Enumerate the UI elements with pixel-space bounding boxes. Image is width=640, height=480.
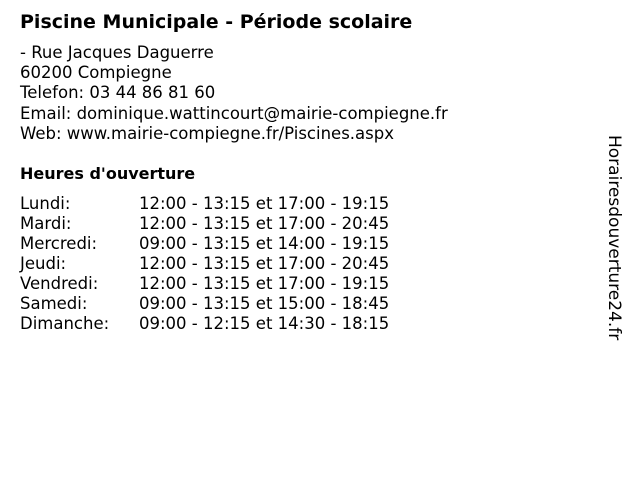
phone-number: Telefon: 03 44 86 81 60 — [20, 83, 216, 103]
page-title: Piscine Municipale - Période scolaire — [20, 11, 413, 33]
contact-block — [20, 43, 448, 144]
time-range: 12:00 - 13:15 et 17:00 - 20:45 — [139, 254, 390, 273]
time-range: 09:00 - 12:15 et 14:30 - 18:15 — [139, 314, 390, 333]
day-label: Samedi: — [20, 294, 88, 313]
time-range: 12:00 - 13:15 et 17:00 - 20:45 — [139, 214, 390, 233]
day-label: Lundi: — [20, 194, 71, 213]
day-label: Mercredi: — [20, 234, 98, 253]
site-watermark: Horairesdouverture24.fr — [604, 135, 624, 341]
hours-heading: Heures d'ouverture — [20, 164, 196, 183]
day-label: Mardi: — [20, 214, 72, 233]
time-range: 12:00 - 13:15 et 17:00 - 19:15 — [139, 194, 390, 213]
email-address: Email: dominique.wattincourt@mairie-compiegne.fr — [20, 103, 448, 123]
day-label: Jeudi: — [20, 254, 67, 273]
time-range: 12:00 - 13:15 et 17:00 - 19:15 — [139, 274, 390, 293]
day-label: Dimanche: — [20, 314, 110, 333]
time-range: 09:00 - 13:15 et 14:00 - 19:15 — [139, 234, 390, 253]
city: 60200 Compiegne — [20, 63, 172, 83]
time-range: 09:00 - 13:15 et 15:00 - 18:45 — [139, 294, 390, 313]
website: Web: www.mairie-compiegne.fr/Piscines.aspx — [20, 123, 394, 143]
street-address: - Rue Jacques Daguerre — [20, 43, 214, 62]
day-label: Vendredi: — [20, 274, 99, 293]
